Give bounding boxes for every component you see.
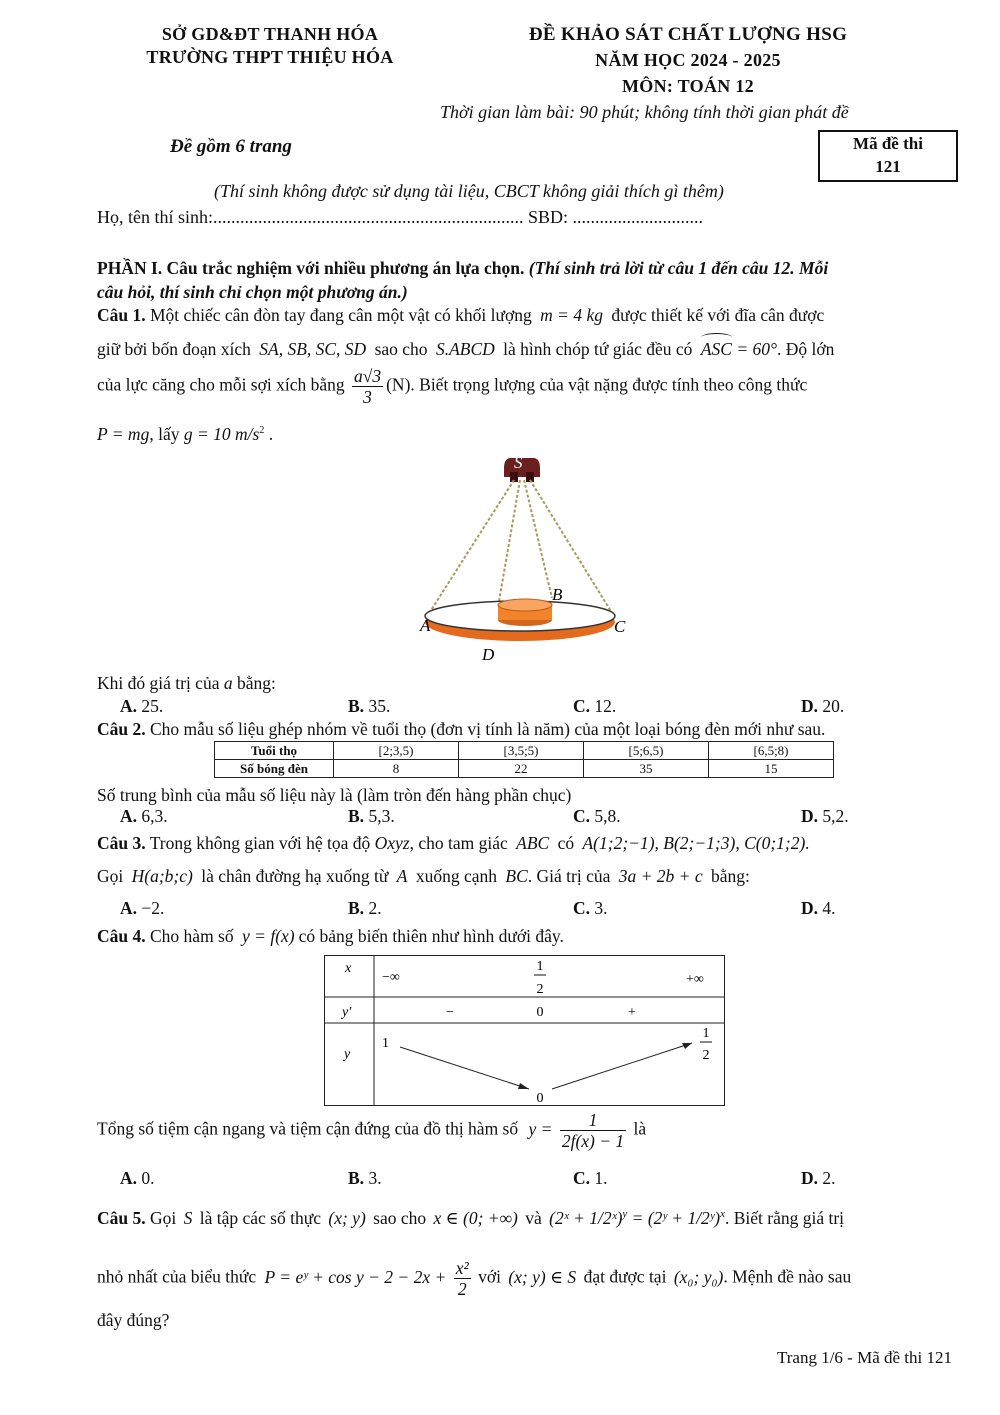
q5-and: và: [525, 1208, 542, 1228]
option-label: C.: [573, 1168, 591, 1188]
q4-label: Câu 4.: [97, 926, 146, 946]
q5-line2: [97, 1258, 851, 1299]
scale-figure: [400, 450, 640, 670]
q1-frac-num: a√3: [354, 366, 382, 386]
label-c: C: [614, 617, 626, 636]
q1-line1: [97, 305, 824, 326]
option-text: 0.: [141, 1168, 155, 1188]
vt-arrow-down: [400, 1047, 529, 1089]
q3-bc: BC: [505, 866, 528, 886]
vt-y-right-den: 2: [702, 1048, 710, 1063]
angle-arc: [701, 333, 732, 342]
vt-y-left: 1: [382, 1036, 389, 1051]
q5-eq-right: 2ʸ + 1/2ʸ: [653, 1208, 715, 1228]
q1-option-d[interactable]: [801, 696, 844, 717]
vt-arrow-up: [552, 1043, 692, 1089]
option-label: A.: [120, 696, 138, 716]
q1-frac-den: 3: [363, 387, 372, 408]
q3-triangle: ABC: [516, 833, 550, 853]
q4-prompt-end: là: [633, 1118, 647, 1139]
label-a: A: [420, 616, 431, 635]
q1-option-a[interactable]: [120, 696, 163, 717]
q4-option-b[interactable]: [348, 1168, 382, 1189]
q1-text1-end: được thiết kế với đĩa cân được: [611, 305, 825, 325]
q5-pair: (x; y): [328, 1208, 366, 1228]
option-text: 12.: [594, 696, 617, 716]
q5-condition: (x; y) ∈ S: [508, 1266, 577, 1287]
option-text: 20.: [822, 696, 845, 716]
q3-option-b[interactable]: [348, 898, 382, 919]
table-cell: 8: [334, 760, 459, 778]
q1-text4-end: .: [268, 424, 274, 444]
q5-text2-mid: với: [478, 1266, 501, 1287]
q1-gravity: g = 10 m/s: [183, 424, 260, 444]
q1-pyramid: S.ABCD: [435, 339, 495, 359]
q5-text2-end: . Mệnh đề nào sau: [723, 1266, 852, 1287]
q5-eq-sign: =: [631, 1208, 644, 1228]
option-label: A.: [120, 898, 138, 918]
q1-angle-value: = 60°: [736, 339, 777, 359]
q2-prompt: Số trung bình của mẫu số liệu này là (làm tròn đến hàng phần chục): [97, 785, 572, 805]
subject: MÔN: TOÁN 12: [622, 76, 754, 96]
q5-expression: P = eʸ + cos y − 2 − 2x +: [264, 1266, 447, 1287]
label-s: S: [514, 453, 523, 472]
q3-h-point: H(a;b;c): [131, 866, 193, 886]
q5-domain: x ∈ (0; +∞): [433, 1208, 518, 1228]
part1-heading: [97, 258, 828, 279]
option-label: D.: [801, 696, 819, 716]
option-text: 2.: [822, 1168, 836, 1188]
q1-text3-end: (N). Biết trọng lượng của vật nặng được tính theo công thức: [386, 374, 808, 395]
exam-code-label: Mã đề thi: [853, 134, 923, 153]
q3-line2: [97, 866, 750, 887]
q4-frac-den: 2f(x) − 1: [561, 1131, 625, 1152]
exam-note: (Thí sinh không được sử dụng tài liệu, CBCT không giải thích gì thêm): [214, 181, 724, 201]
q1-text4-mid: , lấy: [149, 424, 180, 444]
q2-option-c[interactable]: [573, 806, 621, 827]
label-b: B: [552, 585, 563, 604]
q1-text3: của lực căng cho mỗi sợi xích bằng: [97, 374, 345, 395]
q2-option-a[interactable]: [120, 806, 168, 827]
option-text: 5,8.: [594, 806, 621, 826]
q4-text1: Cho hàm số: [150, 926, 234, 946]
page-footer: Trang 1/6 - Mã đề thi 121: [776, 1348, 952, 1367]
q3-text2-mid3: . Giá trị của: [527, 866, 611, 886]
sbd-dots: .............................: [572, 207, 704, 227]
q2-data-table: [214, 741, 834, 778]
q1-prompt-var: a: [223, 673, 233, 693]
table-cell: [5;6,5): [584, 742, 709, 760]
option-label: D.: [801, 898, 819, 918]
exam-title: ĐỀ KHẢO SÁT CHẤT LƯỢNG HSG: [528, 24, 848, 45]
q2-label: Câu 2.: [97, 719, 146, 739]
q1-option-c[interactable]: [573, 696, 616, 717]
q5-point: (x₀; y₀): [673, 1266, 724, 1287]
q5-eq-left: 2ˣ + 1/2ˣ: [555, 1208, 617, 1228]
q3-text1-mid: , cho tam giác: [409, 833, 508, 853]
q3-text2-mid2: xuống cạnh: [415, 866, 497, 886]
option-text: 3.: [594, 898, 608, 918]
q2-line1: [97, 719, 825, 740]
q4-prompt-text: Tổng số tiệm cận ngang và tiệm cận đứng của đồ thị hàm số: [97, 1118, 519, 1139]
q3-points: A(1;2;−1), B(2;−1;3), C(0;1;2).: [582, 833, 810, 853]
q1-prompt: [97, 673, 276, 694]
option-label: C.: [573, 806, 591, 826]
option-label: B.: [348, 696, 365, 716]
q1-angle-name: ASC: [700, 339, 732, 359]
table-row: [215, 742, 834, 760]
table-cell: 15: [709, 760, 834, 778]
variation-table: [324, 955, 726, 1107]
part1-instr2: câu hỏi, thí sinh chỉ chọn một phương án.): [97, 282, 408, 302]
q2-option-b[interactable]: [348, 806, 395, 827]
q3-expression: 3a + 2b + c: [618, 866, 703, 886]
option-label: B.: [348, 1168, 365, 1188]
chain-sb: [524, 480, 552, 598]
q5-fraction: [454, 1258, 471, 1299]
vt-x: x: [345, 961, 352, 976]
table-cell: [3,5;5): [459, 742, 584, 760]
table-cell: Tuổi thọ: [215, 742, 334, 760]
q3-a-point: A: [396, 866, 408, 886]
name-dots: .....................................................................: [213, 207, 524, 227]
q1-text2-mid: sao cho: [374, 339, 428, 359]
table-cell: Số bóng đèn: [215, 760, 334, 778]
page-count: Đề gồm 6 trang: [170, 136, 292, 157]
exam-time: Thời gian làm bài: 90 phút; không tính thời gian phát đề: [440, 102, 849, 122]
part1-title: PHẦN I. Câu trắc nghiệm với nhiều phương án lựa chọn.: [97, 258, 525, 278]
dept-name: SỞ GD&ĐT THANH HÓA: [161, 24, 379, 44]
vt-plus: +: [628, 1005, 636, 1020]
q3-text2-mid: là chân đường hạ xuống từ: [201, 866, 389, 886]
q5-exp-y: y: [622, 1208, 628, 1221]
q2-text: Cho mẫu số liệu ghép nhóm về tuổi thọ (đơn vị tính là năm) của một loại bóng đèn mới như sau.: [150, 719, 826, 739]
q3-option-d[interactable]: [801, 898, 836, 919]
table-cell: [2;3,5): [334, 742, 459, 760]
option-text: 6,3.: [141, 806, 168, 826]
vt-y: y: [344, 1047, 351, 1062]
q5-frac-num: x²: [455, 1258, 469, 1278]
exam-code-value: 121: [875, 157, 901, 176]
chain-sc: [530, 480, 612, 613]
q1-mass: m = 4 kg: [540, 305, 603, 325]
q5-exp-x: x: [720, 1208, 725, 1221]
q4-option-a[interactable]: [120, 1168, 155, 1189]
q4-line1: [97, 926, 564, 947]
q5-frac-den: 2: [457, 1279, 467, 1300]
option-label: C.: [573, 898, 591, 918]
vt-mid-den: 2: [536, 982, 544, 997]
q1-line2: [97, 339, 834, 360]
q1-weight-formula: P = mg: [97, 424, 150, 444]
vt-zero: 0: [536, 1005, 544, 1020]
q2-option-d[interactable]: [801, 806, 849, 827]
q3-line1: [97, 833, 810, 854]
q4-frac-num: 1: [560, 1110, 626, 1131]
q4-function: y = f(x): [242, 926, 295, 946]
option-label: C.: [573, 696, 591, 716]
option-text: −2.: [141, 898, 165, 918]
q5-line1: [97, 1208, 844, 1229]
school-name: TRƯỜNG THPT THIỆU HÓA: [146, 47, 394, 67]
q5-text1-mid: là tập các số thực: [199, 1208, 321, 1228]
vt-minus: −: [446, 1005, 454, 1020]
q1-option-b[interactable]: [348, 696, 390, 717]
option-text: 4.: [822, 898, 836, 918]
label-d: D: [482, 645, 495, 664]
vt-y-right-num: 1: [702, 1026, 710, 1041]
school-year: NĂM HỌC 2024 - 2025: [595, 50, 781, 70]
option-text: 2.: [368, 898, 382, 918]
option-text: 35.: [368, 696, 391, 716]
weight-top: [498, 599, 552, 611]
q3-label: Câu 3.: [97, 833, 146, 853]
vt-y-min: 0: [536, 1091, 544, 1106]
option-label: D.: [801, 806, 819, 826]
table-cell: [6,5;8): [709, 742, 834, 760]
vt-yprime: y′: [342, 1005, 352, 1020]
candidate-line: [97, 207, 703, 228]
q4-option-c[interactable]: [573, 1168, 608, 1189]
option-text: 5,3.: [368, 806, 395, 826]
option-label: B.: [348, 806, 365, 826]
q5-text2-mid2: đạt được tại: [583, 1266, 667, 1287]
option-text: 25.: [141, 696, 164, 716]
option-text: 1.: [594, 1168, 608, 1188]
vt-mid-num: 1: [536, 959, 544, 974]
option-label: B.: [348, 898, 365, 918]
q1-chains: SA, SB, SC, SD: [259, 339, 367, 359]
sbd-label: SBD:: [528, 207, 569, 227]
option-label: A.: [120, 806, 138, 826]
q1-text2: giữ bởi bốn đoạn xích: [97, 339, 251, 359]
q4-option-d[interactable]: [801, 1168, 836, 1189]
q1-prompt-end: bằng:: [236, 673, 276, 693]
q1-line3: [97, 366, 807, 407]
vt-arrowhead-up: [682, 1043, 692, 1049]
q3-option-c[interactable]: [573, 898, 608, 919]
q5-set: S: [183, 1208, 193, 1228]
q5-text1-end: . Biết rằng giá trị: [724, 1208, 845, 1228]
q1-prompt-text: Khi đó giá trị của: [97, 673, 220, 693]
q3-text2: Gọi: [97, 866, 124, 886]
q1-tension-fraction: [352, 366, 383, 407]
q5-text2: nhỏ nhất của biểu thức: [97, 1266, 257, 1287]
q3-text1: Trong không gian với hệ tọa độ: [149, 833, 371, 853]
q1-angle: [701, 339, 732, 360]
vt-pos-inf: +∞: [686, 972, 704, 987]
q1-text2-mid2: là hình chóp tứ giác đều có: [503, 339, 693, 359]
q4-prompt: [97, 1110, 646, 1151]
q3-option-a[interactable]: [120, 898, 164, 919]
table-row: [215, 760, 834, 778]
option-label: D.: [801, 1168, 819, 1188]
q1-line4: [97, 424, 273, 445]
q5-text1-mid2: sao cho: [373, 1208, 427, 1228]
q5-label: Câu 5.: [97, 1208, 146, 1228]
q3-text1-mid2: có: [557, 833, 575, 853]
name-label: Họ, tên thí sinh:: [97, 207, 213, 227]
exam-code-box: [818, 130, 958, 182]
q4-y-eq: y =: [528, 1118, 553, 1139]
q5-text1: Gọi: [150, 1208, 177, 1228]
q1-gravity-sup: 2: [259, 425, 265, 437]
q3-text2-end: bằng:: [711, 866, 750, 886]
table-cell: 22: [459, 760, 584, 778]
table-cell: 35: [584, 760, 709, 778]
part1-instr1: (Thí sinh trả lời từ câu 1 đến câu 12. Mỗi: [528, 258, 829, 278]
option-label: A.: [120, 1168, 138, 1188]
option-text: 5,2.: [822, 806, 849, 826]
vt-arrowhead-down: [518, 1083, 529, 1089]
q1-text1: Một chiếc cân đòn tay đang cân một vật có khối lượng: [150, 305, 532, 325]
q5-line3: đây đúng?: [97, 1310, 170, 1330]
q4-fraction: [560, 1110, 626, 1151]
q1-label: Câu 1.: [97, 305, 146, 325]
q4-text1-end: có bảng biến thiên như hình dưới đây.: [298, 926, 564, 946]
vt-neg-inf: −∞: [382, 970, 400, 985]
q1-text2-end: . Độ lớn: [777, 339, 835, 359]
q5-equation: (2ˣ + 1/2ˣ)$^y$ = (2ʸ + 1/2ʸ)$^x$: [549, 1208, 725, 1228]
q3-system: Oxyz: [374, 833, 410, 853]
option-text: 3.: [368, 1168, 382, 1188]
